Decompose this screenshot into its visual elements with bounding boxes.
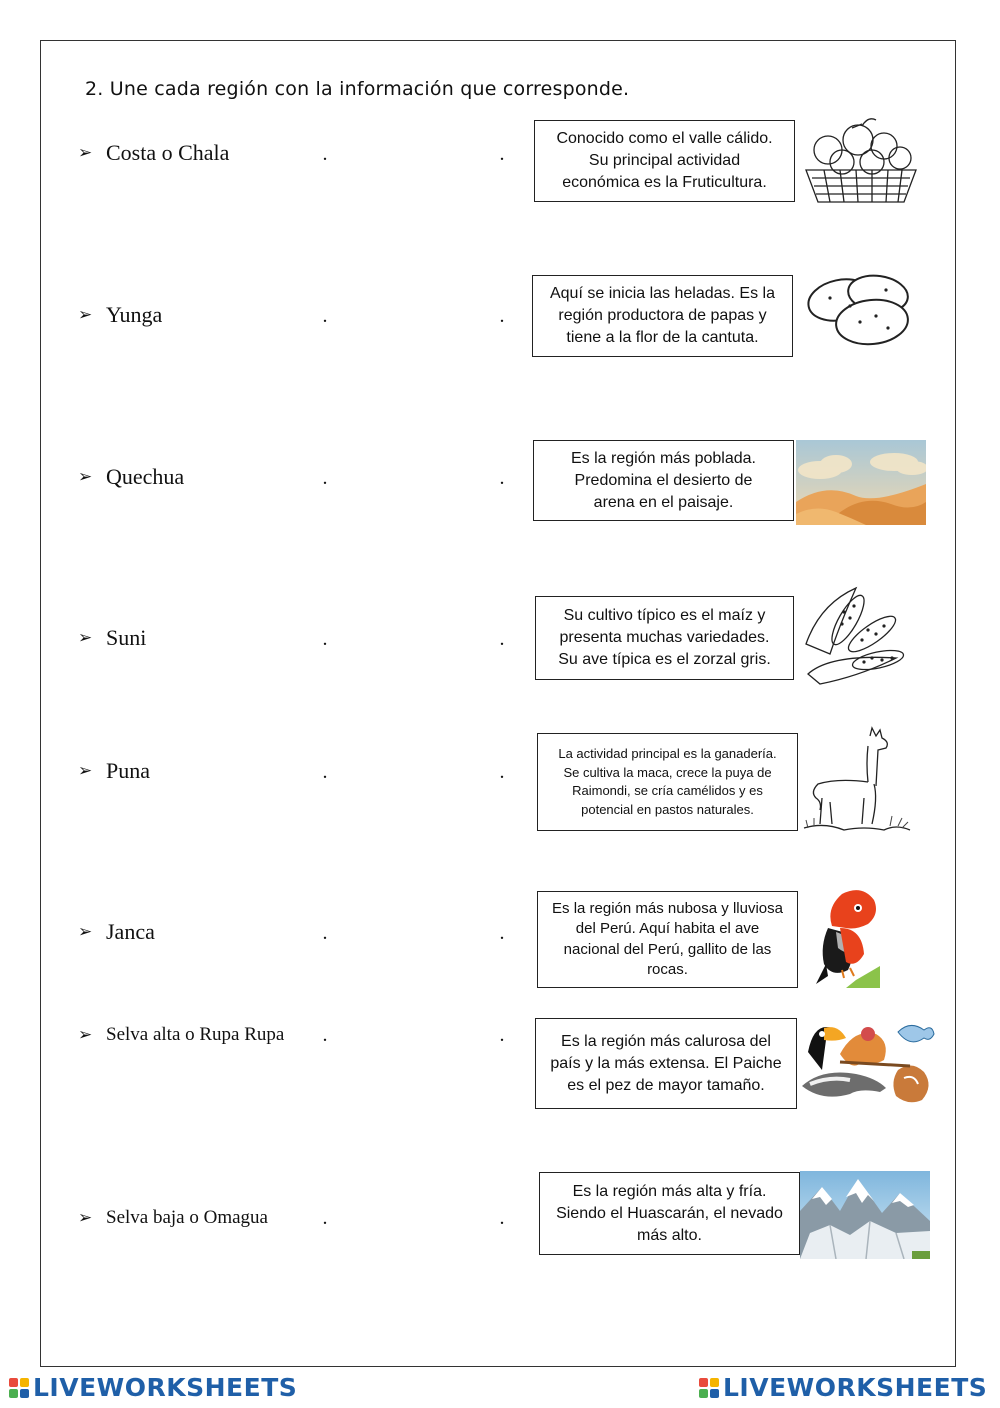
corn-icon [800,584,912,688]
description-line: país y la más extensa. El Paiche [550,1054,782,1072]
region-item [78,758,150,784]
description-line: Raimondi, se cría camélidos y es [572,783,763,798]
region-label: Costa o Chala [106,140,230,165]
cock-of-the-rock-icon [806,884,880,988]
region-label: Puna [106,758,150,783]
description-box [533,440,794,521]
jungle-animals-icon [800,1012,936,1108]
region-label: Janca [106,919,155,944]
description-line: Predomina el desierto de [574,471,753,489]
worksheet-frame [40,40,956,1367]
description-line: nacional del Perú, gallito de las [563,940,772,958]
region-item [78,625,146,651]
region-item [78,464,184,490]
arrow-bullet-icon: ➢ [78,922,93,941]
match-dot-left[interactable] [315,306,335,326]
description-box [535,1018,797,1109]
match-dot-right[interactable] [492,1208,512,1228]
region-label: Selva alta o Rupa Rupa [106,1024,285,1045]
potatoes-icon [800,270,920,352]
liveworksheets-logo-icon [699,1378,719,1398]
match-dot-right[interactable] [492,762,512,782]
region-item [78,302,162,328]
description-line: Es la región más alta y fría. [572,1182,767,1200]
footer-brand-left [9,1373,297,1402]
description-box [537,733,798,831]
match-dot-left[interactable] [315,468,335,488]
description-line: del Perú. Aquí habita el ave [575,920,760,937]
description-line: Es la región más poblada. [571,449,756,467]
arrow-bullet-icon: ➢ [78,628,93,647]
description-line: es el pez de mayor tamaño. [567,1076,765,1094]
region-item [78,1024,284,1046]
match-dot-right[interactable] [492,468,512,488]
arrow-bullet-icon: ➢ [78,761,93,780]
desert-icon [796,440,926,525]
match-dot-left[interactable] [315,1208,335,1228]
region-label: Selva baja o Omagua [106,1207,268,1228]
region-label: Suni [106,625,147,650]
fruit-basket-icon [800,112,922,206]
llama-icon [802,722,912,838]
description-box [535,596,794,680]
liveworksheets-logo-icon [9,1378,29,1398]
arrow-bullet-icon: ➢ [78,1025,93,1044]
description-line: presenta muchas variedades. [559,629,770,646]
arrow-bullet-icon: ➢ [78,305,93,324]
snowy-mountains-icon [800,1171,930,1259]
region-item [78,1207,268,1229]
brand-name: LIVEWORKSHEETS [33,1373,298,1402]
description-line: región productora de papas y [558,307,767,324]
description-line: más alto. [637,1226,702,1244]
description-line: Su ave típica es el zorzal gris. [558,651,771,668]
description-box [534,120,795,202]
description-box [537,891,798,988]
match-dot-left[interactable] [315,629,335,649]
description-line: Aquí se inicia las heladas. Es la [549,285,775,302]
region-item [78,919,155,945]
description-line: Es la región más nubosa y lluviosa [552,899,783,917]
description-line: Es la región más calurosa del [561,1032,771,1050]
match-dot-right[interactable] [492,629,512,649]
description-line: Siendo el Huascarán, el nevado [556,1204,783,1222]
region-item [78,140,229,166]
description-line: arena en el paisaje. [593,493,734,511]
arrow-bullet-icon: ➢ [78,467,93,486]
match-dot-left[interactable] [315,1025,335,1045]
match-dot-right[interactable] [492,923,512,943]
match-dot-right[interactable] [492,144,512,164]
description-line: La actividad principal es la ganadería. [558,746,777,761]
region-label: Yunga [106,302,163,327]
description-box [539,1172,800,1255]
arrow-bullet-icon: ➢ [78,1208,93,1227]
match-dot-left[interactable] [315,923,335,943]
brand-name: LIVEWORKSHEETS [723,1373,988,1402]
match-dot-right[interactable] [492,306,512,326]
description-box [532,275,793,357]
match-dot-right[interactable] [492,1025,512,1045]
arrow-bullet-icon: ➢ [78,143,93,162]
description-line: tiene a la flor de la cantuta. [566,329,759,346]
description-line: Conocido como el valle cálido. [556,130,773,147]
description-line: económica es la Fruticultura. [562,174,767,191]
description-line: rocas. [647,961,688,978]
description-line: Su principal actividad [588,152,741,169]
match-dot-left[interactable] [315,762,335,782]
exercise-title: 2. Une cada región con la información que corresponde. [85,78,630,100]
description-line: Se cultiva la maca, crece la puya de [563,764,772,780]
description-line: potencial en pastos naturales. [581,801,754,817]
footer-brand-right [699,1373,987,1402]
region-label: Quechua [106,464,185,489]
match-dot-left[interactable] [315,144,335,164]
description-line: Su cultivo típico es el maíz y [563,607,766,624]
